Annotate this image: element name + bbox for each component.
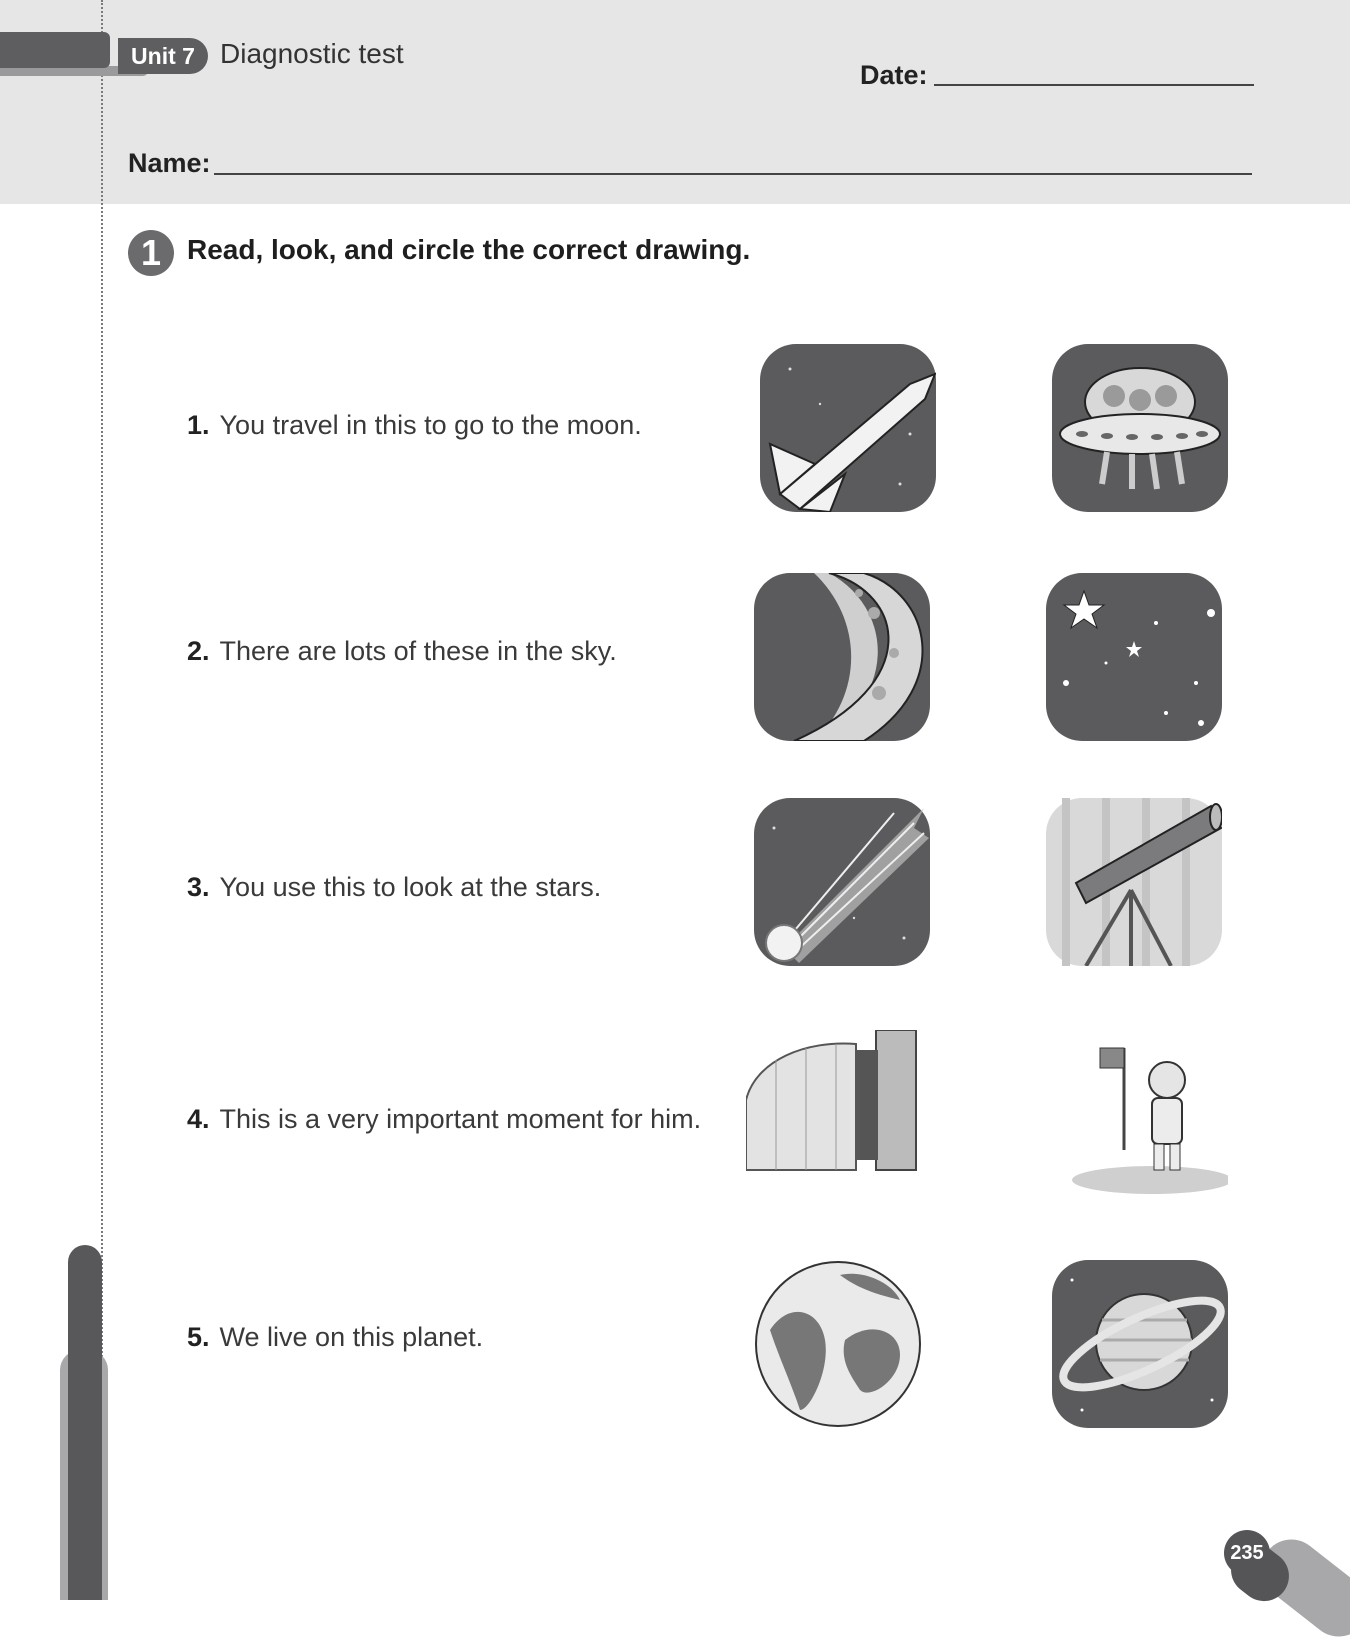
exercise-instruction: Read, look, and circle the correct drawing. — [187, 234, 751, 265]
header-tab — [0, 32, 110, 68]
question-text: There are lots of these in the sky. — [219, 636, 617, 666]
side-tab — [68, 1245, 102, 1600]
observatory-picture[interactable] — [746, 1030, 922, 1198]
name-label: Name: — [128, 148, 211, 178]
question-number: 2. — [187, 636, 210, 666]
space-shuttle-picture[interactable] — [760, 344, 936, 512]
comet-picture[interactable] — [754, 798, 930, 966]
page-title: Diagnostic test — [220, 38, 404, 69]
unit-badge: Unit 7 — [118, 38, 208, 74]
question-number: 5. — [187, 1322, 210, 1352]
question-text: This is a very important moment for him. — [219, 1104, 702, 1134]
saturn-picture[interactable] — [1052, 1260, 1228, 1428]
question-text: You travel in this to go to the moon. — [219, 410, 642, 440]
earth-picture[interactable] — [750, 1260, 926, 1428]
question-number: 3. — [187, 872, 210, 902]
name-field[interactable] — [214, 173, 1252, 175]
page-number: 235 — [1224, 1530, 1270, 1576]
flying-saucer-picture[interactable] — [1052, 344, 1228, 512]
question-number: 1. — [187, 410, 210, 440]
date-field[interactable] — [934, 84, 1254, 86]
question-text: You use this to look at the stars. — [219, 872, 602, 902]
moon-picture[interactable] — [754, 573, 930, 741]
question-3 — [187, 872, 601, 903]
date-label: Date: — [860, 60, 928, 90]
telescope-picture[interactable] — [1046, 798, 1222, 966]
exercise-number: 1 — [128, 230, 174, 276]
question-number: 4. — [187, 1104, 210, 1134]
question-4 — [187, 1104, 701, 1135]
question-2 — [187, 636, 617, 667]
stars-picture[interactable] — [1046, 573, 1222, 741]
photocopiable-label: Material fotocopiable — [12, 1243, 34, 1451]
question-text: We live on this planet. — [219, 1322, 484, 1352]
question-1 — [187, 410, 642, 441]
question-5 — [187, 1322, 483, 1353]
astronaut-picture[interactable] — [1052, 1030, 1228, 1198]
